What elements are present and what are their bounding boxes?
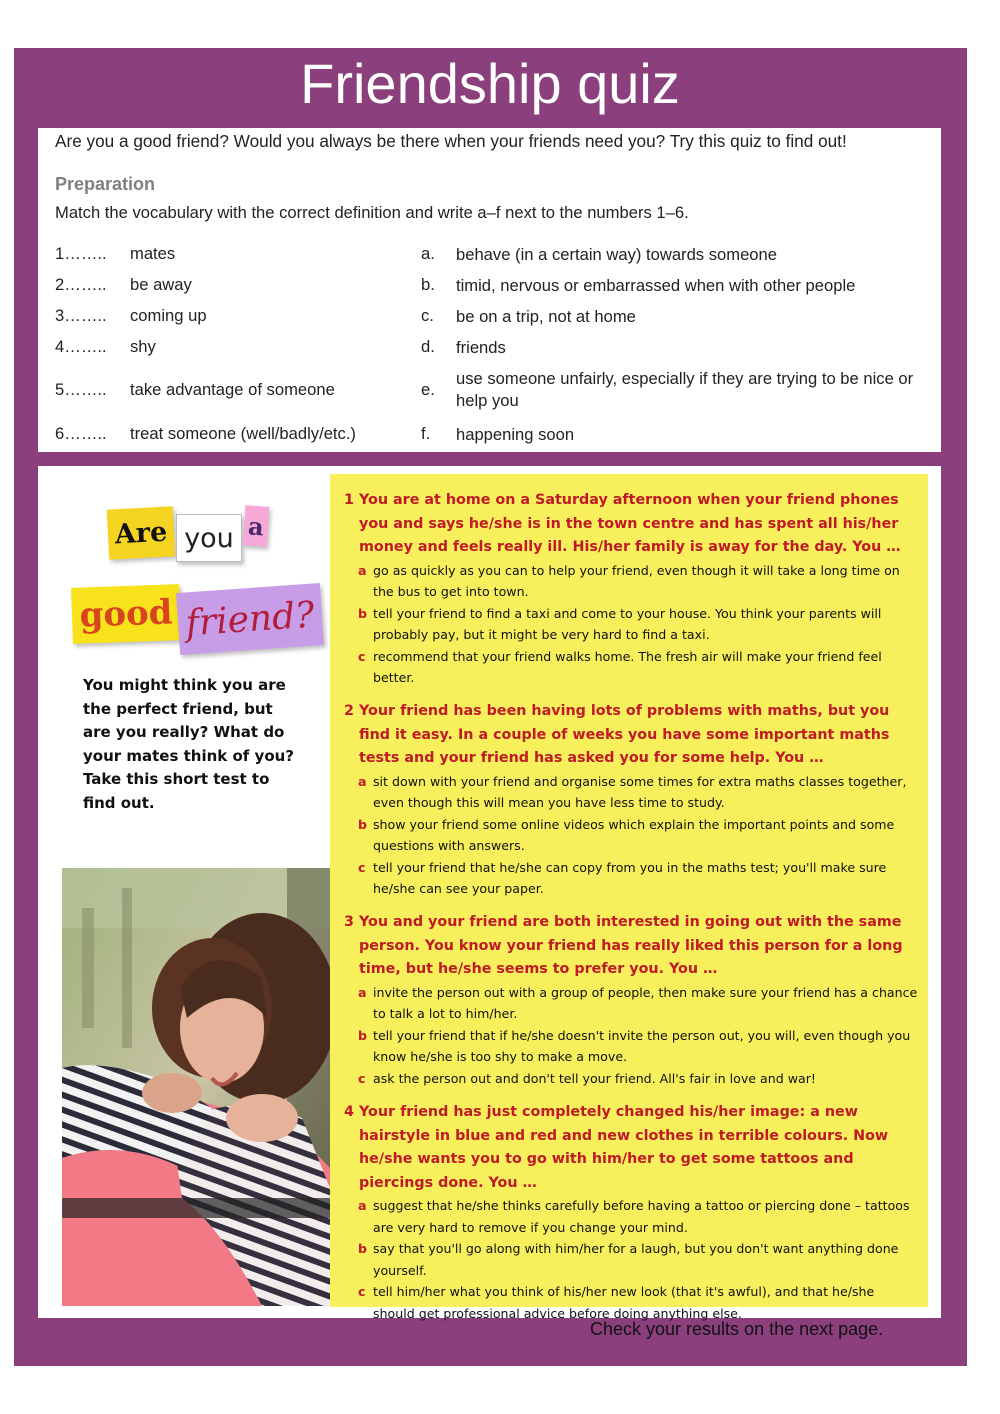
definition-letter: d. bbox=[421, 337, 435, 356]
answer-option[interactable]: b show your friend some online videos which explain the important points and some questions with answers. bbox=[344, 814, 919, 857]
option-letter: b bbox=[358, 816, 368, 832]
preparation-instruction: Match the vocabulary with the correct definition and write a–f next to the numbers 1–6. bbox=[55, 203, 689, 222]
vocab-term: shy bbox=[130, 337, 156, 356]
question-text: 2 Your friend has been having lots of problems with maths, but you find it easy. In a couple of weeks you have some important maths tests and your friend has asked you for some help. You … bbox=[344, 700, 919, 771]
vocab-term: coming up bbox=[130, 306, 207, 325]
definition-letter: b. bbox=[421, 275, 435, 294]
definition-letter: f. bbox=[421, 424, 431, 443]
questions-box bbox=[330, 474, 928, 1321]
option-letter: c bbox=[358, 1070, 366, 1086]
option-letter: c bbox=[358, 648, 366, 664]
vocab-number[interactable]: 2…….. bbox=[55, 275, 107, 294]
answer-option[interactable]: a sit down with your friend and organise some times for extra maths classes together, even though this will mean you have less time to study. bbox=[344, 771, 919, 814]
option-letter: a bbox=[358, 1198, 367, 1213]
definition-text: timid, nervous or embarrassed when with other people bbox=[456, 276, 856, 295]
page-title: Friendship quiz bbox=[300, 52, 680, 115]
banner-word-a: a bbox=[243, 505, 270, 547]
answer-option[interactable]: b tell your friend to find a taxi and come to your house. You think your parents will probably pay, but it might be very hard to find a taxi. bbox=[344, 603, 919, 646]
question-number: 1 bbox=[344, 492, 354, 508]
option-letter: b bbox=[358, 1241, 368, 1256]
question-block bbox=[344, 911, 919, 1089]
definition-text: use someone unfairly, especially if they are trying to be nice or help you bbox=[456, 369, 914, 410]
vocab-term: mates bbox=[130, 244, 176, 263]
option-letter: a bbox=[358, 562, 367, 578]
vocab-term: take advantage of someone bbox=[130, 380, 335, 399]
banner-word-are: Are bbox=[107, 506, 176, 559]
quiz-blurb: You might think you are the perfect friend, but are you really? What do your mates think of you? Take this short test to find out. bbox=[83, 676, 295, 812]
option-letter: a bbox=[358, 984, 367, 1000]
answer-option[interactable]: a invite the person out with a group of people, then make sure your friend has a chance to talk a lot to him/her. bbox=[344, 982, 919, 1025]
definition-letter: e. bbox=[421, 380, 435, 399]
question-number: 2 bbox=[344, 703, 354, 719]
definition-text: happening soon bbox=[456, 425, 575, 444]
intro-text: Are you a good friend? Would you always be there when your friends need you? Try this quiz to find out! bbox=[55, 131, 847, 151]
vocab-term: be away bbox=[130, 275, 192, 294]
option-letter: b bbox=[358, 1027, 368, 1043]
answer-option[interactable]: c tell your friend that he/she can copy from you in the maths test; you'll make sure he/she can see your paper. bbox=[344, 857, 919, 900]
definition-text: be on a trip, not at home bbox=[456, 307, 636, 326]
question-block bbox=[344, 489, 919, 689]
question-text: 1 You are at home on a Saturday afternoon when your friend phones you and says he/she is in the town centre and has spent all his/her money and feels really ill. His/her family is away for the day. You … bbox=[344, 489, 919, 560]
footer-note: Check your results on the next page. bbox=[590, 1319, 884, 1339]
vocab-term: treat someone (well/badly/etc.) bbox=[130, 424, 356, 443]
banner-word-you: you bbox=[176, 514, 242, 562]
definition-text: behave (in a certain way) towards someone bbox=[456, 245, 777, 264]
definition-letter: a. bbox=[421, 244, 435, 263]
answer-option[interactable]: b tell your friend that if he/she doesn't invite the person out, you will, even though you know he/she is too shy to make a move. bbox=[344, 1025, 919, 1068]
option-letter: c bbox=[358, 1284, 366, 1299]
answer-option[interactable]: b say that you'll go along with him/her for a laugh, but you don't want anything done yourself. bbox=[344, 1238, 919, 1281]
definition-text: friends bbox=[456, 338, 506, 357]
option-letter: c bbox=[358, 859, 366, 875]
vocab-number[interactable]: 6…….. bbox=[55, 424, 107, 443]
option-letter: b bbox=[358, 605, 368, 621]
answer-option[interactable]: c recommend that your friend walks home. The fresh air will make your friend feel better. bbox=[344, 646, 919, 689]
definition-letter: c. bbox=[421, 306, 434, 325]
question-text: 3 You and your friend are both interested in going out with the same person. You know your friend has really liked this person for a long time, but he/she seems to prefer you. You … bbox=[344, 911, 919, 982]
vocab-number[interactable]: 4…….. bbox=[55, 337, 107, 356]
quiz-panel bbox=[38, 466, 941, 1321]
option-letter: a bbox=[358, 773, 367, 789]
question-block bbox=[344, 700, 919, 900]
question-number: 4 bbox=[344, 1104, 354, 1120]
banner-word-friend: friend? bbox=[176, 583, 324, 655]
vocab-number[interactable]: 5…….. bbox=[55, 380, 107, 399]
vocab-number[interactable]: 1…….. bbox=[55, 244, 107, 263]
banner-word-good: good bbox=[71, 584, 181, 644]
answer-option[interactable]: c tell him/her what you think of his/her new look (that it's awful), and that he/she should get professional advice before doing anything else. bbox=[344, 1281, 919, 1324]
friends-hugging-photo bbox=[62, 868, 330, 1306]
preparation-heading: Preparation bbox=[55, 174, 156, 194]
question-number: 3 bbox=[344, 914, 354, 930]
question-text: 4 Your friend has just completely changed his/her image: a new hairstyle in blue and red and new clothes in terrible colours. Now he/she wants you to go with him/her to get some tattoos and piercings done. You … bbox=[344, 1101, 919, 1195]
answer-option[interactable]: c ask the person out and don't tell your friend. All's fair in love and war! bbox=[344, 1068, 919, 1090]
vocab-number[interactable]: 3…….. bbox=[55, 306, 107, 325]
question-block bbox=[344, 1101, 919, 1324]
answer-option[interactable]: a suggest that he/she thinks carefully before having a tattoo or piercing done – tattoos are very hard to remove if you change your mind. bbox=[344, 1195, 919, 1238]
answer-option[interactable]: a go as quickly as you can to help your friend, even though it will take a long time on the bus to get into town. bbox=[344, 560, 919, 603]
preparation-panel bbox=[38, 128, 941, 452]
